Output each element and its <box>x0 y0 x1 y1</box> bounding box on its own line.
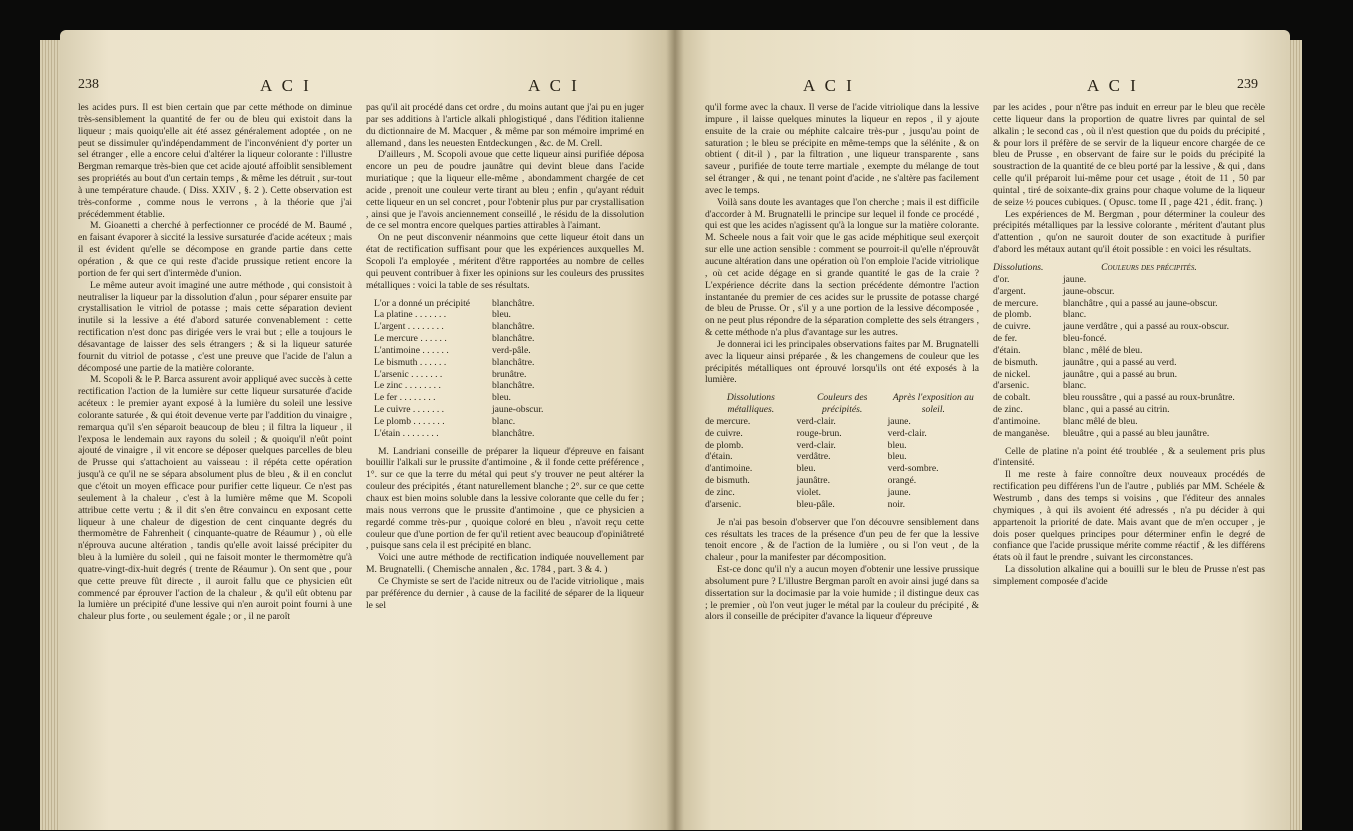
table-row <box>993 321 1235 333</box>
scopoli-results-table <box>374 298 543 440</box>
table-row <box>993 333 1235 345</box>
table-row <box>374 357 543 369</box>
table-row <box>993 357 1235 369</box>
cell: jaunâtre , qui a passé au verd. <box>1063 356 1177 368</box>
metal-cell: Le bismuth . . . . . . <box>374 356 447 368</box>
color-cell: jaune-obscur. <box>492 404 544 416</box>
table-row <box>374 321 543 333</box>
table-row <box>993 309 1235 321</box>
column-header: Couleurs des précipités. <box>1101 261 1197 273</box>
cell: jaune-obscur. <box>1063 285 1115 297</box>
metal-cell: L'étain . . . . . . . . <box>374 427 439 439</box>
metal-cell: L'or a donné un précipité <box>374 297 471 309</box>
metal-cell: Le mercure . . . . . . <box>374 333 447 345</box>
cell: d'antimoine. <box>705 463 753 475</box>
column-header: Dissolutions métalliques. <box>726 392 775 416</box>
paragraph: Ce Chymiste se sert de l'acide nitreux ou de l'acide vitriolique , mais par préférence du dernier , à cause de la facilité de séparer de la liqueur le sel <box>366 575 644 611</box>
table-row <box>705 451 979 463</box>
table-row <box>993 274 1235 286</box>
cell: de cobalt. <box>993 392 1031 404</box>
color-cell: blanchâtre. <box>492 297 535 309</box>
color-cell: blanchâtre. <box>492 427 535 439</box>
table-row <box>374 333 543 345</box>
paragraph: M. Landriani conseille de préparer la liqueur d'épreuve en faisant bouillir l'alkali sur le prussite d'antimoine , & il fonde cette préférence , 1°. sur ce que la terre du métal qui peut s'y trouver ne peut altérer la couleur des précipités , étant naturellement blanche ; 2°. sur ce que cette chaux est bien moins soluble dans la lessive colorante que celle du fer ; mais nous verrons que le prussite d'antimoine , que ce physicien a regardé comme très-pur , quoique coloré en bleu , n'avoit reçu cette couleur que d'une portion de fer qu'il retient avec beaucoup d'opiniâtreté , puisque sans cela il est précipité en blanc. <box>366 445 644 552</box>
paragraph: par les acides , pour n'être pas induit en erreur par le bleu que recèle cette liqueur dans la proportion de quatre livres par quintal de sel alkalin ; le second cas , où il n'est question que du poids du précipité , & pour lors il préfère de se servir de la liqueur encore chargée de ce bleu de Prusse , en observant de faire sur le poids du précipité la soustraction de la quantité de ce bleu porté par la lessive , & qui , dans celle qu'il préparoit lui-même pour cet usage , étoit de 11 , 50 par quintal , tiré de soixante-dix grains pour chaque volume de la liqueur de seize ½ pouces cubiques. ( Opusc. tome II , page 421 , édit. franç. ) <box>993 102 1265 208</box>
table-row <box>993 404 1235 416</box>
open-book <box>60 30 1290 830</box>
paragraph: La dissolution alkaline qui a bouilli sur le bleu de Prusse n'est pas simplement composée d'acide <box>993 564 1265 587</box>
table-row <box>705 463 979 475</box>
metal-cell: L'arsenic . . . . . . . <box>374 368 443 380</box>
table-row <box>374 392 543 404</box>
cell: jaune. <box>1063 273 1087 285</box>
color-cell: blanchâtre. <box>492 356 535 368</box>
cell: de plomb. <box>705 439 744 451</box>
cell: jaune. <box>887 415 911 427</box>
table-row <box>993 298 1235 310</box>
paragraph: Est-ce donc qu'il n'y a aucun moyen d'obtenir une lessive prussique absolument pure ? L'illustre Bergman paroît en avoir ainsi jugé dans sa dissertation sur la docimasie par la voie humide ; il distingue deux cas ; le premier , où l'on veut juger le métal par la couleur du précipité , & alors il conseille de précipiter d'avance la liqueur d'épreuve <box>705 564 979 623</box>
brugnatelli-results-table <box>705 392 979 510</box>
color-cell: blanchâtre. <box>492 321 535 333</box>
cell: verd-clair. <box>796 439 836 451</box>
table-row <box>705 475 979 487</box>
cell: bleu-foncé. <box>1063 333 1107 345</box>
column-header: Après l'exposition au soleil. <box>892 392 974 416</box>
table-row <box>374 369 543 381</box>
cell: de nickel. <box>993 368 1031 380</box>
table-row <box>993 392 1235 404</box>
cell: bleu roussâtre , qui a passé au roux-brunâtre. <box>1063 392 1235 404</box>
table-header-row <box>993 262 1235 274</box>
cell: de plomb. <box>993 309 1032 321</box>
metal-cell: Le cuivre . . . . . . . <box>374 404 445 416</box>
cell: jaunâtre. <box>796 475 830 487</box>
color-cell: blanchâtre. <box>492 380 535 392</box>
paragraph: M. Gioanetti a cherché à perfectionner ce procédé de M. Baumé , en faisant évaporer à siccité la lessive sursaturée d'acide acéteux ; mais il est évident qu'elle se décompose en grande partie dans cette opération , & que ce qui reste d'acide prussique retient encore la portion de fer qui sert d'intermède d'union. <box>78 220 352 279</box>
color-cell: blanchâtre. <box>492 333 535 345</box>
paragraph: Je n'ai pas besoin d'observer que l'on découvre sensiblement dans ces résultats les traces de la présence d'un peu de fer que la lessive tenoit encore , & de l'action de la lumière , ou si l'on veut , de la chaleur , pour la manifester par décomposition. <box>705 516 979 564</box>
paragraph: pas qu'il ait procédé dans cet ordre , du moins autant que j'ai pu en juger par ses additions à l'article alkali phlogistiqué , dans l'édition italienne du dictionnaire de M. Macquer , & même par son mémoire imprimé en allemand , dans les neuesten Entdeckungen , &c. de M. Crell. <box>366 102 644 149</box>
right-column-2 <box>993 102 1265 588</box>
table-row <box>374 309 543 321</box>
left-column-1 <box>78 102 352 623</box>
cell: verdâtre. <box>796 451 831 463</box>
cell: jaune verdâtre , qui a passé au roux-obscur. <box>1063 321 1229 333</box>
cell: jaune. <box>887 487 911 498</box>
right-page <box>675 30 1290 830</box>
cell: d'argent. <box>993 285 1026 297</box>
paragraph: On ne peut disconvenir néanmoins que cette liqueur étoit dans un état de rectification suffisant pour que les expériences auxquelles M. Scopoli l'a employée , méritent d'être rapportées au nombre de celles qui peuvent contribuer à fixer les opinions sur les couleurs des prussites métalliques : voici la table de ses résultats. <box>366 232 644 291</box>
table-row <box>993 416 1235 428</box>
right-running-head-1: A C I <box>803 76 855 95</box>
left-column-2 <box>366 102 644 611</box>
cell: de mercure. <box>993 297 1039 309</box>
cell: d'étain. <box>705 451 733 463</box>
table-row <box>993 369 1235 381</box>
table-row <box>993 286 1235 298</box>
left-page-number: 238 <box>78 77 99 92</box>
cell: de cuivre. <box>993 321 1031 333</box>
cell: bleu-pâle. <box>796 498 835 510</box>
table-row <box>705 499 979 511</box>
table-row <box>374 416 543 428</box>
cell: d'antimoine. <box>993 415 1041 427</box>
table-row <box>993 380 1235 392</box>
cell: de cuivre. <box>705 427 743 439</box>
table-row <box>374 404 543 416</box>
paragraph: Voici une autre méthode de rectification indiquée nouvellement par M. Brugnatelli. ( Chemische annalen , &c. 1784 , part. 3 & 4. ) <box>366 552 644 576</box>
paragraph: Il me reste à faire connoître deux nouveaux procédés de rectification peu différens l'un de l'autre , publiés par MM. Schéele & Westrumb , dans des temps si voisins , que l'éditeur des annales chymiques , à qui ils avoient été adressés , n'a pu décider à qui appartenoit la priorité de date. Mais avant que de m'en occuper , je dois poser quelques principes pour déterminer enfin le degré de confiance que l'acide prussique mérite comme réactif , & les différens états où il faut le prendre , suivant les circonstances. <box>993 469 1265 564</box>
table-row <box>705 428 979 440</box>
table-row <box>374 428 543 440</box>
metal-cell: L'argent . . . . . . . . <box>374 321 444 333</box>
cell: orangé. <box>887 475 917 487</box>
color-cell: blanc. <box>492 415 516 427</box>
table-row <box>705 416 979 428</box>
cell: blanc. <box>1063 380 1087 392</box>
column-header: Dissolutions. <box>993 261 1044 273</box>
cell: blanc , mêlé de bleu. <box>1063 344 1143 356</box>
paragraph: Celle de platine n'a point été troublée , & a seulement pris plus d'intensité. <box>993 445 1265 469</box>
metal-cell: L'antimoine . . . . . . <box>374 344 449 356</box>
left-running-head-2: A C I <box>528 76 580 95</box>
cell: bleu. <box>796 463 816 475</box>
right-running-head-2: A C I <box>1087 76 1139 95</box>
cell: bleu. <box>887 439 907 451</box>
cell: verd-sombre. <box>887 463 939 475</box>
cell: blanc. <box>1063 309 1087 321</box>
cell: blanc , qui a passé au citrin. <box>1063 404 1170 416</box>
cell: de bismuth. <box>993 356 1038 368</box>
table-row <box>374 345 543 357</box>
cell: de mercure. <box>705 415 751 427</box>
color-cell: verd-pâle. <box>492 344 531 356</box>
paragraph: Le même auteur avoit imaginé une autre méthode , qui consistoit à neutraliser la liqueur par la dissolution d'alun , pour séparer ensuite par crystallisation le vitriol de potasse ; mais cette séparation devient inutile si la lessive a été d'abord saturée convenablement : cette rectification n'est donc pas dirigée vers le vrai but ; elle a toujours le désavantage de laisser des sels étrangers ; & si la liqueur saturée fournit du vitriol de potasse , c'est une preuve que l'acide de l'alun a décomposé une partie de la matière colorante. <box>78 279 352 374</box>
bergman-results-table <box>993 262 1235 440</box>
right-page-number: 239 <box>1237 77 1258 92</box>
cell: de manganèse. <box>993 427 1050 439</box>
cell: blanc mêlé de bleu. <box>1063 415 1138 427</box>
cell: jaunâtre , qui a passé au brun. <box>1063 368 1178 380</box>
left-page <box>60 30 675 830</box>
cell: de zinc. <box>705 487 735 498</box>
table-header-row <box>705 392 979 416</box>
right-column-1 <box>705 102 979 623</box>
paragraph: les acides purs. Il est bien certain que par cette méthode on diminue très-sensiblement la quantité de fer ou de bleu qui existoit dans la liqueur ; mais quoiqu'elle ait été assez généralement adoptée , on ne peut se dissimuler qu'indépendamment de l'inconvénient d'y porter un sel étranger , elle a encore celui d'altérer la liqueur colorante : l'illustre Bergman remarque très-bien que cet acide ajouté affoiblit sensiblement ses propriétés au bout d'un certain temps , & même les détruit , sur-tout à une température chaude. ( Diss. XXIV , §. 2 ). Cette observation est très-conforme , comme nous le verrons , à la théorie que j'ai précédemment établie. <box>78 102 352 220</box>
metal-cell: Le plomb . . . . . . . <box>374 415 445 427</box>
paragraph: qu'il forme avec la chaux. Il verse de l'acide vitriolique dans la lessive impure , il laisse quelques minutes la liqueur en repos , il y ajoute ensuite de la craie ou méphite calcaire très-pur , jusqu'au point de saturation ; le bleu se précipite en même-temps que la sélénite , & on obtient ( dit-il ) , par la filtration , une liqueur transparente , sans saveur , purifiée de toute terre martiale , exempte du mélange de tout sel étranger , & qui , ne tenant point d'acide , ne s'altère pas facilement avec le temps. <box>705 102 979 196</box>
paragraph: Je donnerai ici les principales observations faites par M. Brugnatelli avec la liqueur ainsi préparée , & les changemens de couleur que les précipités métalliques ont éprouvé lorsqu'ils ont été exposés à la lumière. <box>705 338 979 386</box>
column-header: Couleurs des précipités. <box>816 392 868 416</box>
cell: violet. <box>796 487 821 498</box>
cell: de zinc. <box>993 404 1023 416</box>
cell: d'arsenic. <box>993 380 1030 392</box>
color-cell: bleu. <box>492 392 511 404</box>
left-running-head-1: A C I <box>260 76 312 95</box>
book-gutter <box>666 30 684 830</box>
table-row <box>374 380 543 392</box>
paragraph: D'ailleurs , M. Scopoli avoue que cette liqueur ainsi purifiée déposa encore un peu de poudre jaunâtre qui devint bleue dans l'acide muriatique ; que la liqueur elle-même , abondamment chargée de cet acide , prenoit une couleur verte tirant au bleu ; enfin , qu'ayant réduit cette liqueur en un sel concret , pour l'obtenir plus pur par crystallisation , ainsi que je l'avois anciennement conseillé , le résidu de la dissolution de ce sel montra encore quelques parties attirables à l'aimant. <box>366 149 644 232</box>
cell: d'or. <box>993 273 1010 285</box>
cell: noir. <box>887 498 905 510</box>
cell: verd-clair. <box>796 415 836 427</box>
table-row <box>705 487 979 499</box>
cell: d'arsenic. <box>705 498 742 510</box>
color-cell: brunâtre. <box>492 368 527 380</box>
table-row <box>993 345 1235 357</box>
cell: de bismuth. <box>705 475 750 487</box>
cell: bleuâtre , qui a passé au bleu jaunâtre. <box>1063 427 1210 439</box>
paragraph: Voilà sans doute les avantages que l'on cherche ; mais il est difficile d'accorder à M. Brugnatelli le principe sur lequel il fonde ce procédé , qui est que les acides n'agissent qu'à la longue sur la matière colorante. M. Scheele nous a fait voir que le gas acide méphitique seul exerçoit sur elle une action sensible : comment se pourroit-il qu'elle n'éprouvât aucune altération dans une opération où l'on emploie l'acide vitriolique , où cet acide dégage en si grande quantité le gas de la craie ? L'expérience décrite dans la section précédente démontre l'action instantanée du premier de ces acides sur le prussite de potasse chargé de bleu de Prusse. Or , s'il y a une portion de la lessive décomposée , on ne peut plus répondre de la séparation complette des sels étrangers , & cette méthode n'a plus d'avantage sur les autres. <box>705 196 979 339</box>
metal-cell: La platine . . . . . . . <box>374 309 447 321</box>
cell: de fer. <box>993 333 1017 345</box>
table-row <box>374 298 543 310</box>
table-row <box>705 440 979 452</box>
paragraph: Les expériences de M. Bergman , pour déterminer la couleur des précipités métalliques par la lessive colorante , méritent d'autant plus d'attention , qu'on ne sauroit douter de son exactitude à purifier d'abord les métaux autant qu'il étoit possible : en voici les résultats. <box>993 208 1265 256</box>
paragraph: M. Scopoli & le P. Barca assurent avoir appliqué avec succès à cette rectification l'action de la lumière sur cette liqueur sursaturée d'acide acéteux : le premier ayant exposé à la lumière du soleil une lessive colorante saturée , & qui étoit devenue verte par l'addition du vinaigre , remarqua qu'il s'en séparoit beaucoup de bleu ; il filtra la liqueur , il l'exposa le lendemain aux rayons du soleil ; & quoiqu'il n'eût point ajouté de vinaigre , il vit encore se déposer quelques parcelles de bleu de Prusse qui s'attachoient au vaisseau : il répéta cette opération jusqu'à ce qu'il ne se sépara absolument plus de bleu , & il en conclut que c'étoit un moyen efficace pour purifier cette liqueur. Ce n'est pas seulement à la chaleur , c'est à la lumière même que M. Scopoli attribue cette vertu ; & il dit s'en être convaincu en exposant cette liqueur à une chaleur de digestion de cent cinquante degrés du thermomètre de Fahrenheit ( cinquante-quatre de Réaumur ) , où elle n'éprouva aucune altération , tandis qu'elle avoit laissé précipiter du bleu à la lumière du soleil , qui ne faisoit monter le thermomètre qu'à quatre-vingt-dix-huit degrés ( trente de Réaumur ). On sent que , pour que cette preuve fût directe , il auroit fallu que ce physicien eût commencé par éprouver l'action de la chaleur , & qu'il eût obtenu par la lumière un précipité d'une lessive qui n'en auroit point fourni à une chaleur plus forte , ou seulement égale ; or , il ne paroît <box>78 374 352 623</box>
cell: rouge-brun. <box>796 427 842 439</box>
table-row <box>993 428 1235 440</box>
metal-cell: Le zinc . . . . . . . . <box>374 380 441 392</box>
cell: verd-clair. <box>887 427 927 439</box>
metal-cell: Le fer . . . . . . . . <box>374 392 436 404</box>
color-cell: bleu. <box>492 309 511 321</box>
cell: d'étain. <box>993 344 1021 356</box>
cell: bleu. <box>887 451 907 463</box>
cell: blanchâtre , qui a passé au jaune-obscur. <box>1063 297 1218 309</box>
